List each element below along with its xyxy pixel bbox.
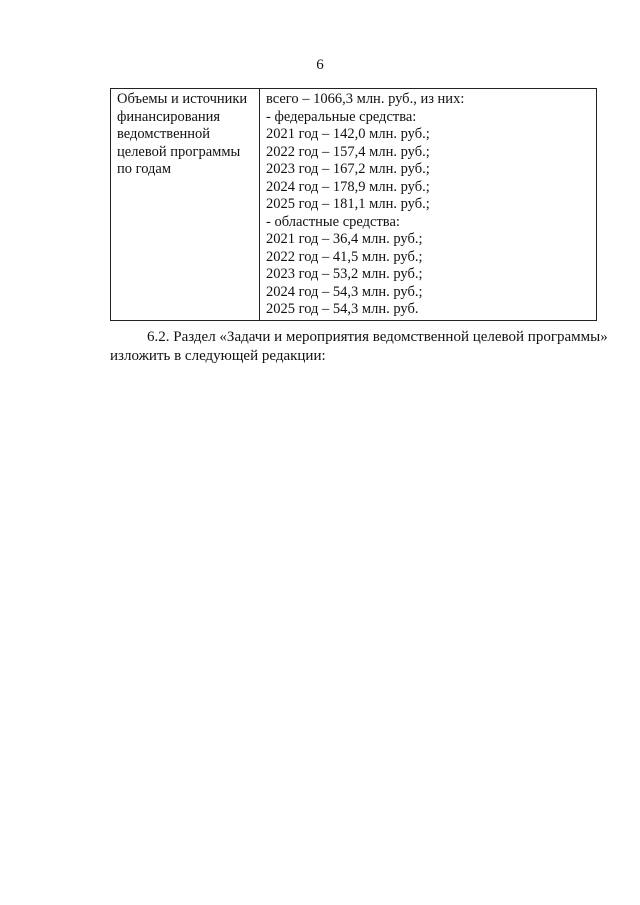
regional-year-line: 2025 год – 54,3 млн. руб. <box>266 301 419 317</box>
body-paragraph <box>110 328 608 366</box>
total-line: всего – 1066,3 млн. руб., из них: <box>266 91 465 107</box>
table-row <box>111 89 597 321</box>
funding-table <box>110 88 597 321</box>
label-line: целевой программы <box>117 143 241 160</box>
label-line: финансирования <box>117 108 221 125</box>
page-number: 6 <box>316 57 324 73</box>
federal-year-line: 2024 год – 178,9 млн. руб.; <box>266 178 430 195</box>
federal-year-line: 2023 год – 167,2 млн. руб.; <box>266 161 430 177</box>
label-line: ведомственной <box>117 126 211 142</box>
regional-year-line: 2022 год – 41,5 млн. руб.; <box>266 248 423 265</box>
regional-year-line: 2023 год – 53,2 млн. руб.; <box>266 266 423 282</box>
regional-year-line: 2024 год – 54,3 млн. руб.; <box>266 283 423 300</box>
label-line: Объемы и источники <box>117 91 248 107</box>
paragraph-line: изложить в следующей редакции: <box>110 348 326 364</box>
regional-year-line: 2021 год – 36,4 млн. руб.; <box>266 231 423 247</box>
value-cell <box>260 89 597 321</box>
label-line: по годам <box>117 161 172 177</box>
federal-year-line: 2022 год – 157,4 млн. руб.; <box>266 143 430 160</box>
federal-year-line: 2021 год – 142,0 млн. руб.; <box>266 126 430 142</box>
label-cell <box>111 89 260 321</box>
federal-heading: - федеральные средства: <box>266 108 417 125</box>
paragraph-line: 6.2. Раздел «Задачи и мероприятия ведомственной целевой программы» <box>147 329 608 345</box>
federal-year-line: 2025 год – 181,1 млн. руб.; <box>266 196 430 212</box>
regional-heading: - областные средства: <box>266 213 400 230</box>
